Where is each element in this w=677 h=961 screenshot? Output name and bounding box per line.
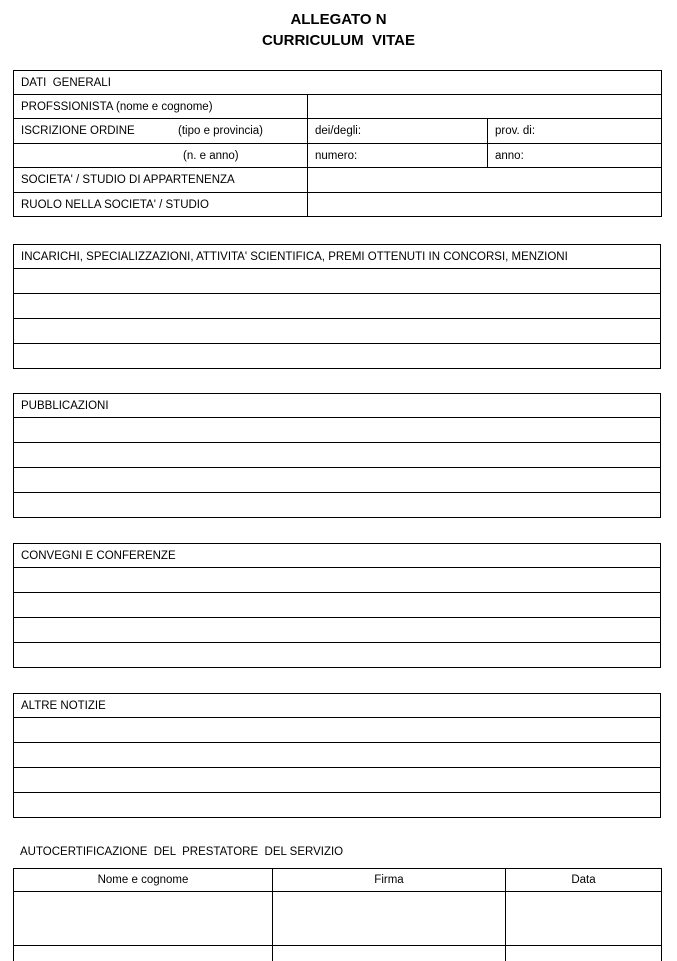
- title-line-1: ALLEGATO N: [290, 11, 387, 28]
- empty-row: [14, 443, 661, 468]
- ruolo-label-cell: RUOLO NELLA SOCIETA' / STUDIO: [14, 193, 308, 217]
- professionista-label-cell: PROFSSIONISTA (nome e cognome): [14, 95, 308, 119]
- empty-row: [14, 618, 661, 643]
- dati-generali-header-cell: DATI GENERALI: [14, 71, 662, 95]
- anno-cell: anno:: [488, 144, 662, 168]
- empty-row: [14, 493, 661, 518]
- empty-row: [14, 643, 661, 668]
- societa-value-cell: [308, 168, 662, 193]
- empty-row: [14, 768, 661, 793]
- column-header-data: Data: [506, 869, 662, 892]
- professionista-value-cell: [308, 95, 662, 119]
- empty-row: [14, 568, 661, 593]
- data-value-cell: [506, 892, 662, 946]
- pubblicazioni-header-cell: PUBBLICAZIONI: [14, 394, 661, 418]
- altre-notizie-section-table: [13, 693, 661, 818]
- incarichi-header-cell: INCARICHI, SPECIALIZZAZIONI, ATTIVITA' SCIENTIFICA, PREMI OTTENUTI IN CONCORSI, MENZIONI: [14, 245, 661, 269]
- column-header-firma: Firma: [273, 869, 506, 892]
- firma-value-cell: [273, 892, 506, 946]
- empty-row: [14, 319, 661, 344]
- dei-degli-cell: dei/degli:: [308, 119, 488, 144]
- dati-generali-table: [13, 70, 662, 217]
- empty-row: [14, 344, 661, 369]
- empty-row: [14, 718, 661, 743]
- nome-cognome-value-cell: [14, 892, 273, 946]
- firma-value-cell: [273, 946, 506, 961]
- tipo-provincia-label: (tipo e provincia): [178, 125, 264, 137]
- empty-row: [14, 294, 661, 319]
- column-header-nome-cognome: Nome e cognome: [14, 869, 273, 892]
- incarichi-section-table: [13, 244, 661, 369]
- document-title: [0, 9, 677, 51]
- altre-notizie-header-cell: ALTRE NOTIZIE: [14, 694, 661, 718]
- n-anno-label: (n. e anno): [183, 149, 239, 162]
- iscrizione-ordine-label: ISCRIZIONE ORDINE: [21, 125, 135, 137]
- pubblicazioni-section-table: [13, 393, 661, 518]
- nome-cognome-value-cell: [14, 946, 273, 961]
- societa-label-cell: SOCIETA' / STUDIO DI APPARTENENZA: [14, 168, 308, 193]
- empty-row: [14, 269, 661, 294]
- convegni-section-table: [13, 543, 661, 668]
- autocertificazione-table: [13, 868, 662, 961]
- ruolo-value-cell: [308, 193, 662, 217]
- title-line-2: CURRICULUM VITAE: [261, 32, 416, 49]
- empty-row: [14, 793, 661, 818]
- empty-row: [14, 743, 661, 768]
- numero-cell: numero:: [308, 144, 488, 168]
- prov-di-cell: prov. di:: [488, 119, 662, 144]
- empty-row: [14, 468, 661, 493]
- data-value-cell: [506, 946, 662, 961]
- autocertificazione-heading: AUTOCERTIFICAZIONE DEL PRESTATORE DEL SERVIZIO: [20, 846, 344, 858]
- convegni-header-cell: CONVEGNI E CONFERENZE: [14, 544, 661, 568]
- iscrizione-ordine-label-cell: [14, 119, 308, 144]
- empty-row: [14, 418, 661, 443]
- empty-row: [14, 593, 661, 618]
- n-anno-label-cell: [14, 144, 308, 168]
